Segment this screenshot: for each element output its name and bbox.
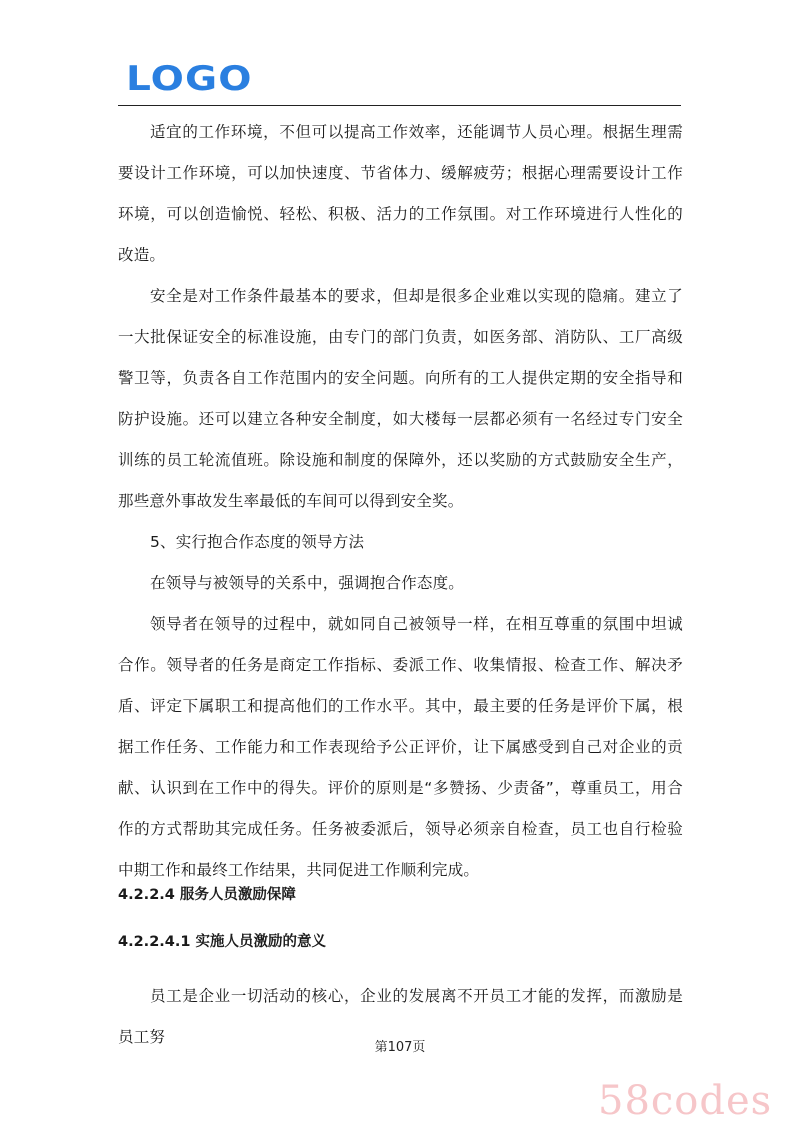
document-body [118,112,683,891]
paragraph-safety: 安全是对工作条件最基本的要求，但却是很多企业难以实现的隐痛。建立了一大批保证安全的标准设施，由专门的部门负责，如医务部、消防队、工厂高级警卫等，负责各自工作范围内的安全问题。向所有的工人提供定期的安全指导和防护设施。还可以建立各种安全制度，如大楼每一层都必须有一名经过专门安全训练的员工轮流值班。除设施和制度的保障外，还以奖励的方式鼓励安全生产，那些意外事故发生率最低的车间可以得到安全奖。 [118,287,683,510]
list-item-heading: 5、实行抱合作态度的领导方法 [150,533,365,551]
subsection-heading: 4.2.2.4.1 实施人员激励的意义 [118,934,327,950]
logo: LOGO [126,59,253,99]
paragraph-motivation-text: 员工是企业一切活动的核心，企业的发展离不开员工才能的发挥，而激励是员工努 [118,987,683,1046]
paragraph-cooperation: 在领导与被领导的关系中，强调抱合作态度。 [150,574,465,592]
page-number: 第107页 [374,1040,426,1055]
section-heading: 4.2.2.4 服务人员激励保障 [118,887,296,903]
paragraph-work-environment: 适宜的工作环境，不但可以提高工作效率，还能调节人员心理。根据生理需要设计工作环境，可以加快速度、节省体力、缓解疲劳；根据心理需要设计工作环境，可以创造愉悦、轻松、积极、活力的工作氛围。对工作环境进行人性化的改造。 [118,123,683,264]
watermark: 58codes [598,1078,773,1124]
header-divider [118,105,681,106]
paragraph-leadership: 领导者在领导的过程中，就如同自己被领导一样，在相互尊重的氛围中坦诚合作。领导者的任务是商定工作指标、委派工作、收集情报、检查工作、解决矛盾、评定下属职工和提高他们的工作水平。其中，最主要的任务是评价下属，根据工作任务、工作能力和工作表现给予公正评价，让下属感受到自己对企业的贡献、认识到在工作中的得失。评价的原则是“多赞扬、少责备”，尊重员工，用合作的方式帮助其完成任务。任务被委派后，领导必须亲自检查，员工也自行检验中期工作和最终工作结果，共同促进工作顺利完成。 [118,615,683,879]
